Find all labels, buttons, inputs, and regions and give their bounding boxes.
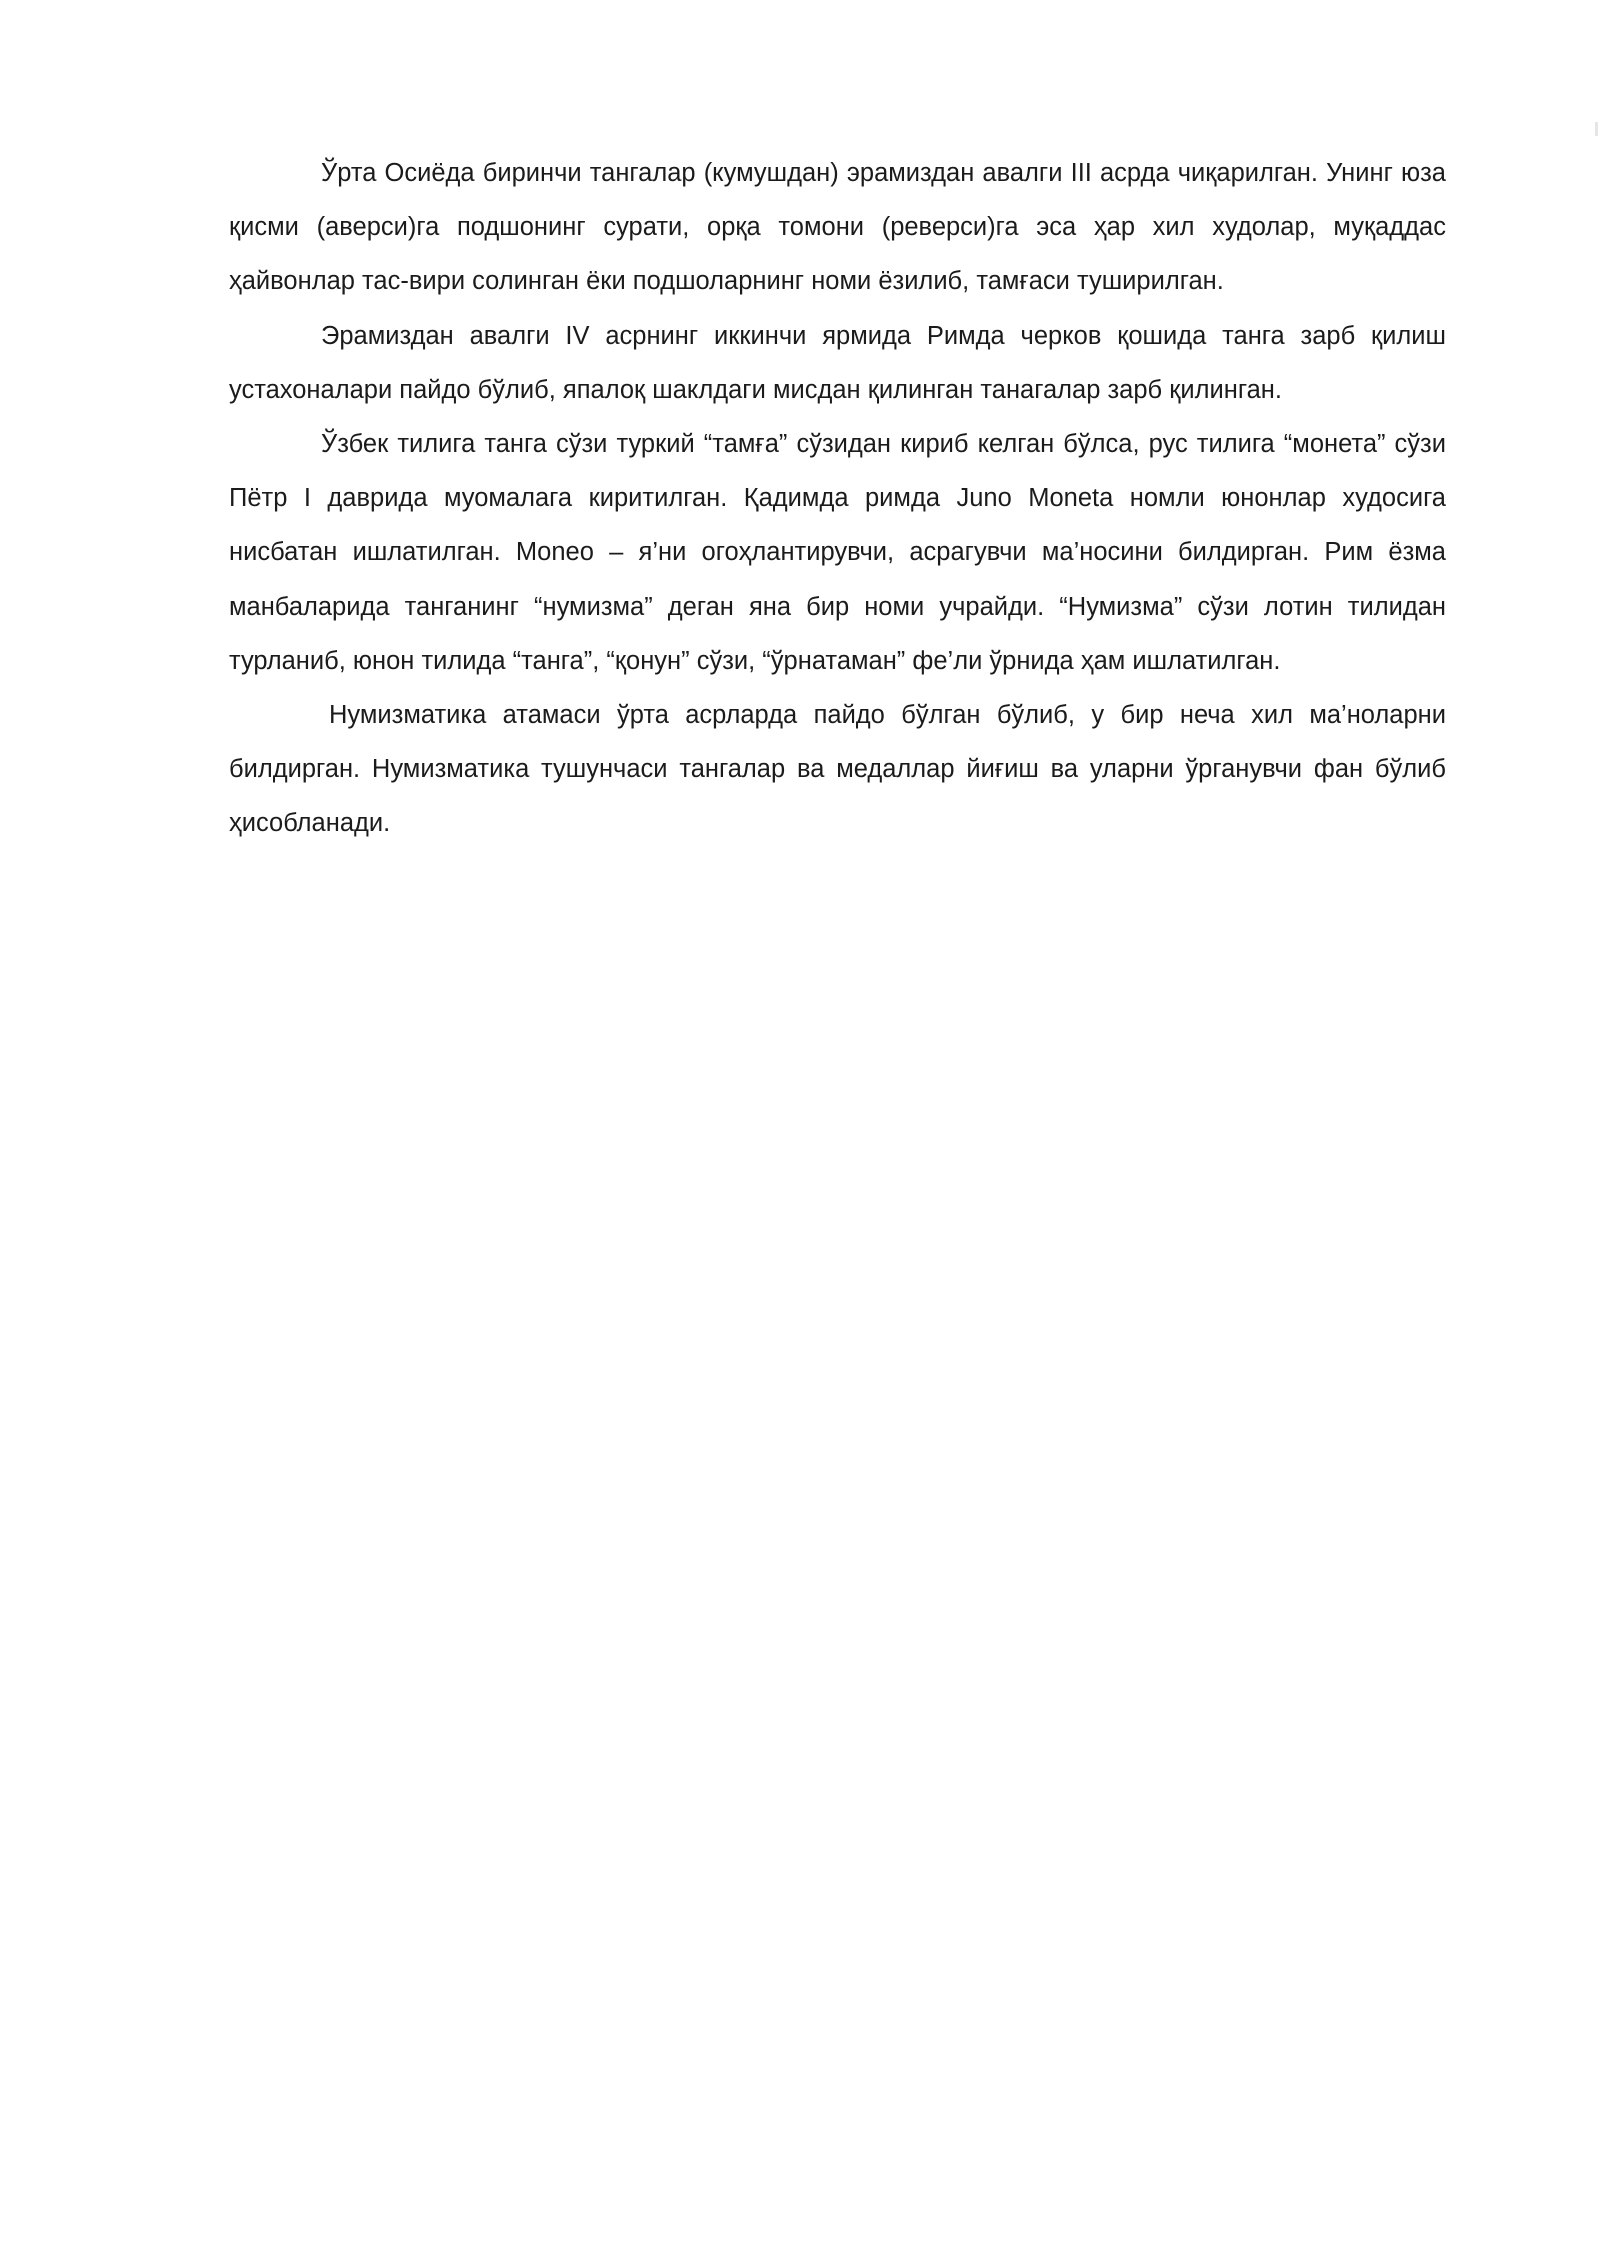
paragraph-word-origin: Ўзбек тилига танга сўзи туркий “тамға” сўзидан кириб келган бўлса, рус тилига “монета” сўзи Пётр I даврида муомалага киритилган. Қадимда римда Juno Moneta номли юнонлар худосига нисбатан ишлатилган. Moneo – я’ни огоҳлантирувчи, асрагувчи ма’носини билдирган. Рим ёзма манбаларида танганинг “нумизма” деган яна бир номи учрайди. “Нумизма” сўзи лотин тилидан турланиб, юнон тилида “танга”, “қонун” сўзи, “ўрнатаман” фе’ли ўрнида ҳам ишлатилган. (229, 430, 1446, 675)
paragraph-rome-mints: Эрамиздан авалги IV асрнинг иккинчи ярмида Римда черков қошида танга зарб қилиш устахоналари пайдо бўлиб, япалоқ шаклдаги мисдан қилинган танагалар зарб қилинган. (229, 321, 1446, 404)
page-edge-mark (1595, 122, 1598, 136)
paragraph-numismatics-term: Нумизматика атамаси ўрта асрларда пайдо бўлган бўлиб, у бир неча хил ма’ноларни билдирган. Нумизматика тушунчаси тангалар ва медаллар йиғиш ва уларни ўрганувчи фан бўлиб ҳисобланади. (229, 701, 1446, 838)
document-body (229, 146, 1446, 851)
paragraph-coins-central-asia: Ўрта Осиёда биринчи тангалар (кумушдан) эрамиздан авалги III асрда чиқарилган. Унинг юза қисми (аверси)га подшонинг сурати, орқа томони (реверси)га эса ҳар хил худолар, муқаддас ҳайвонлар тас-вири солинган ёки подшоларнинг номи ёзилиб, тамғаси туширилган. (229, 159, 1446, 296)
